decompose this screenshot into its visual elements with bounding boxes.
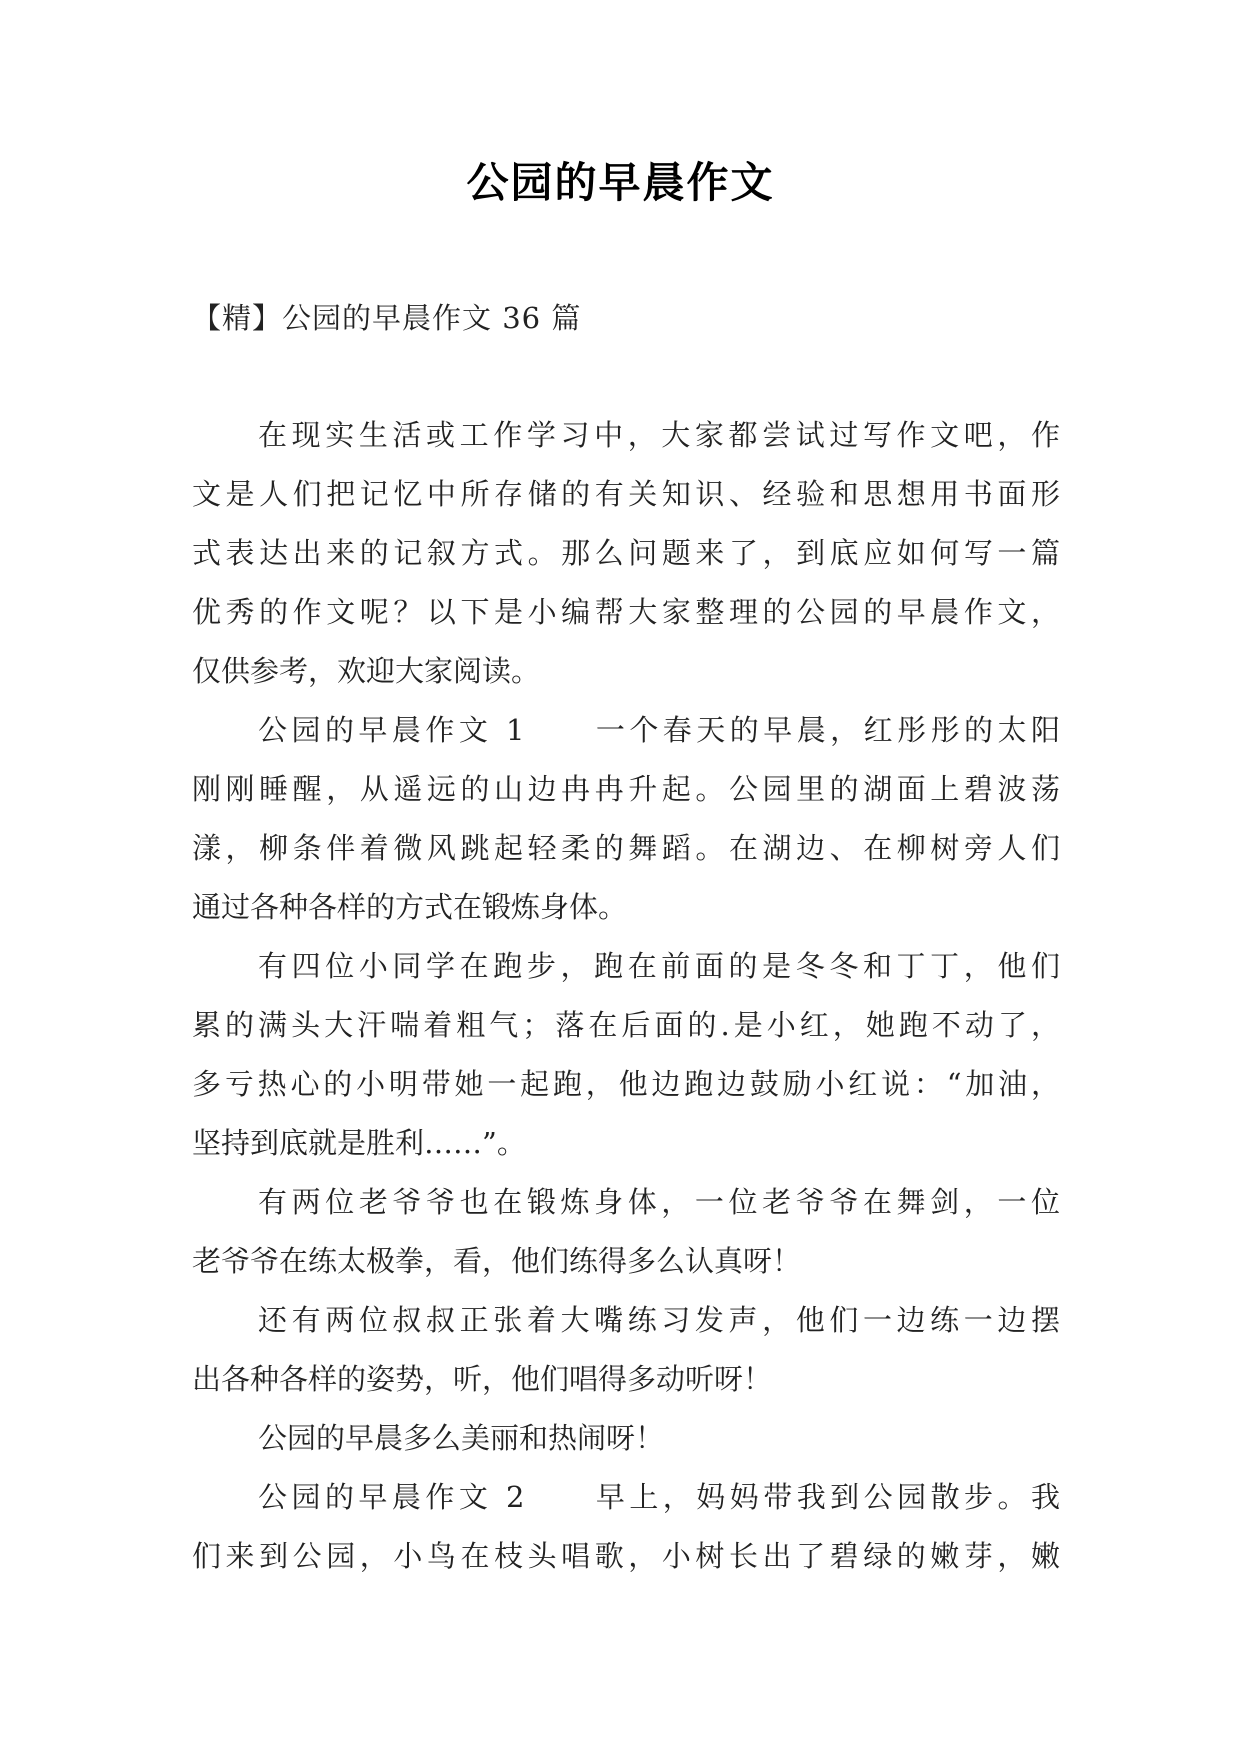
text-line: 老爷爷在练太极拳，看，他们练得多么认真呀！	[192, 1244, 802, 1278]
text-line: 有四位小同学在跑步，跑在前面的是冬冬和丁丁，他们	[258, 949, 1060, 983]
text-line: 漾，柳条伴着微风跳起轻柔的舞蹈。在湖边、在柳树旁人们	[192, 831, 1060, 865]
text-line: 公园的早晨作文 1 一个春天的早晨，红彤彤的太阳	[258, 713, 1060, 747]
text-line: 有两位老爷爷也在锻炼身体，一位老爷爷在舞剑，一位	[258, 1185, 1060, 1219]
text-line: 公园的早晨作文 2 早上，妈妈带我到公园散步。我	[258, 1480, 1060, 1514]
document-subtitle: 【精】公园的早晨作文 36 篇	[192, 301, 582, 335]
text-line: 出各种各样的姿势，听，他们唱得多动听呀！	[192, 1362, 773, 1396]
text-line: 式表达出来的记叙方式。那么问题来了，到底应如何写一篇	[192, 536, 1060, 570]
text-line: 坚持到底就是胜利……”。	[192, 1126, 526, 1160]
document-title: 公园的早晨作文	[466, 158, 775, 207]
text-line: 在现实生活或工作学习中，大家都尝试过写作文吧，作	[258, 418, 1060, 452]
document-body	[192, 406, 1060, 1586]
text-line: 公园的早晨多么美丽和热闹呀！	[258, 1421, 665, 1455]
text-line: 累的满头大汗喘着粗气；落在后面的.是小红，她跑不动了，	[192, 1008, 1060, 1042]
text-line: 优秀的作文呢？以下是小编帮大家整理的公园的早晨作文，	[192, 595, 1060, 629]
text-line: 们来到公园，小鸟在枝头唱歌，小树长出了碧绿的嫩芽，嫩	[192, 1539, 1060, 1573]
text-line: 多亏热心的小明带她一起跑，他边跑边鼓励小红说：“加油，	[192, 1067, 1060, 1101]
text-line: 刚刚睡醒，从遥远的山边冉冉升起。公园里的湖面上碧波荡	[192, 772, 1060, 806]
text-line: 通过各种各样的方式在锻炼身体。	[192, 890, 628, 924]
text-line: 还有两位叔叔正张着大嘴练习发声，他们一边练一边摆	[258, 1303, 1060, 1337]
text-line: 仅供参考，欢迎大家阅读。	[192, 654, 541, 688]
text-line: 文是人们把记忆中所存储的有关知识、经验和思想用书面形	[192, 477, 1060, 511]
